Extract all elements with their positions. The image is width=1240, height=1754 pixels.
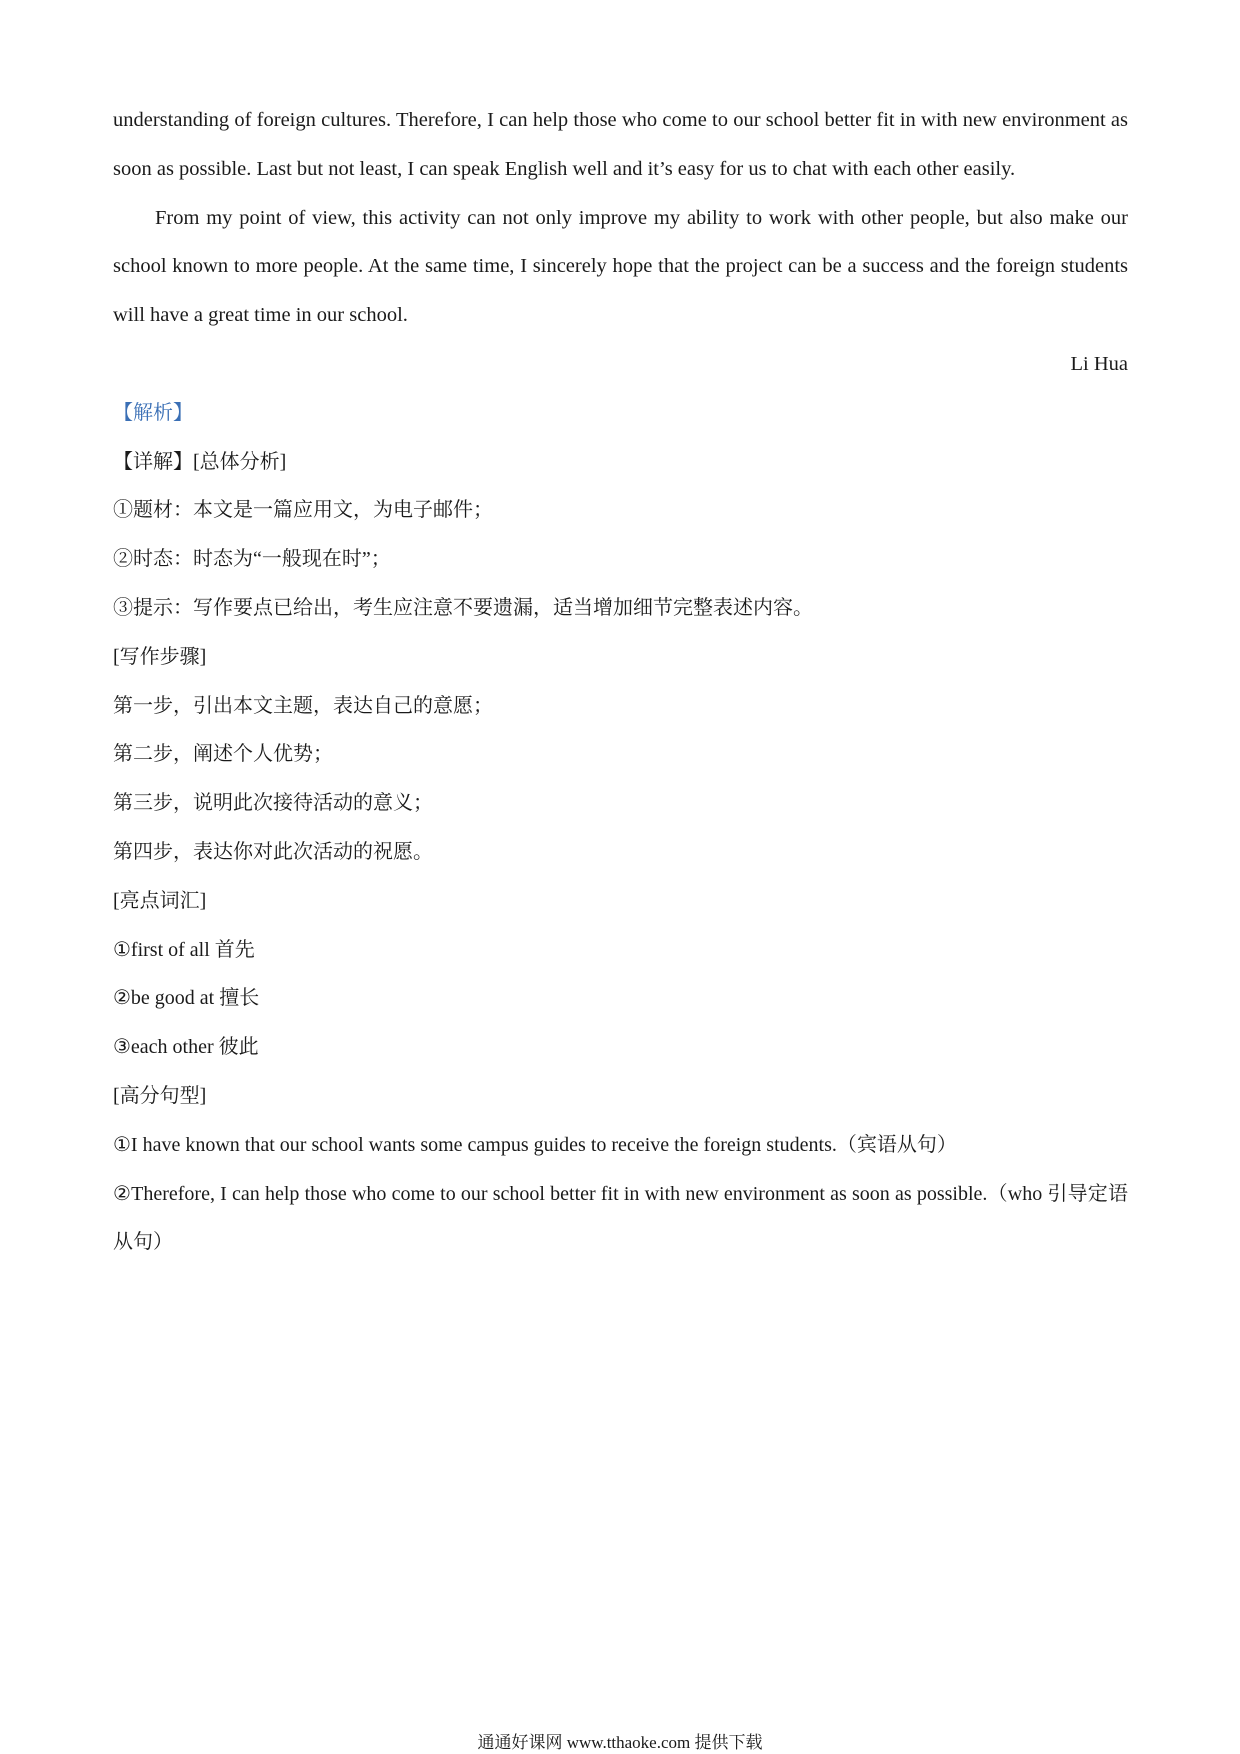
detail-heading: 【详解】[总体分析] <box>113 450 287 473</box>
essay-signature: Li Hua <box>1070 352 1128 375</box>
sentence-item: ②Therefore, I can help those who come to our school better fit in with new environment as soon as possible.（who 引导定语从句） <box>113 1182 1128 1254</box>
steps-heading: [写作步骤] <box>113 645 207 668</box>
analysis-heading: 【解析】 <box>113 401 193 424</box>
vocab-item: ③each other 彼此 <box>113 1036 259 1059</box>
step-item: 第二步，阐述个人优势； <box>113 743 333 766</box>
overview-item: ②时态：时态为“一般现在时”； <box>113 548 391 571</box>
vocab-item: ②be good at 擅长 <box>113 987 260 1010</box>
sentence-item: ①I have known that our school wants some campus guides to receive the foreign students.（宾语从句） <box>113 1133 957 1156</box>
essay-paragraph-closing: From my point of view, this activity can not only improve my ability to work with other people, but also make our school known to more people. At the same time, I sincerely hope that the project can be a success and the foreign students will have a great time in our school. <box>113 206 1128 327</box>
vocab-heading: [亮点词汇] <box>113 889 207 912</box>
vocab-item: ①first of all 首先 <box>113 938 255 961</box>
page-footer: 通通好课网 www.tthaoke.com 提供下载 <box>477 1733 763 1752</box>
step-item: 第一步，引出本文主题，表达自己的意愿； <box>113 694 493 717</box>
overview-item: ③提示：写作要点已给出，考生应注意不要遗漏，适当增加细节完整表述内容。 <box>113 596 813 619</box>
step-item: 第四步，表达你对此次活动的祝愿。 <box>113 840 433 863</box>
essay-paragraph-continued: understanding of foreign cultures. Therefore, I can help those who come to our school better fit in with new environment as soon as possible. Last but not least, I can speak English well and it’s easy for us to chat with each other easily. <box>113 109 1128 180</box>
step-item: 第三步，说明此次接待活动的意义； <box>113 792 433 815</box>
overview-item: ①题材：本文是一篇应用文，为电子邮件； <box>113 499 493 522</box>
document-body <box>113 96 1128 1267</box>
sentences-heading: [高分句型] <box>113 1084 207 1107</box>
